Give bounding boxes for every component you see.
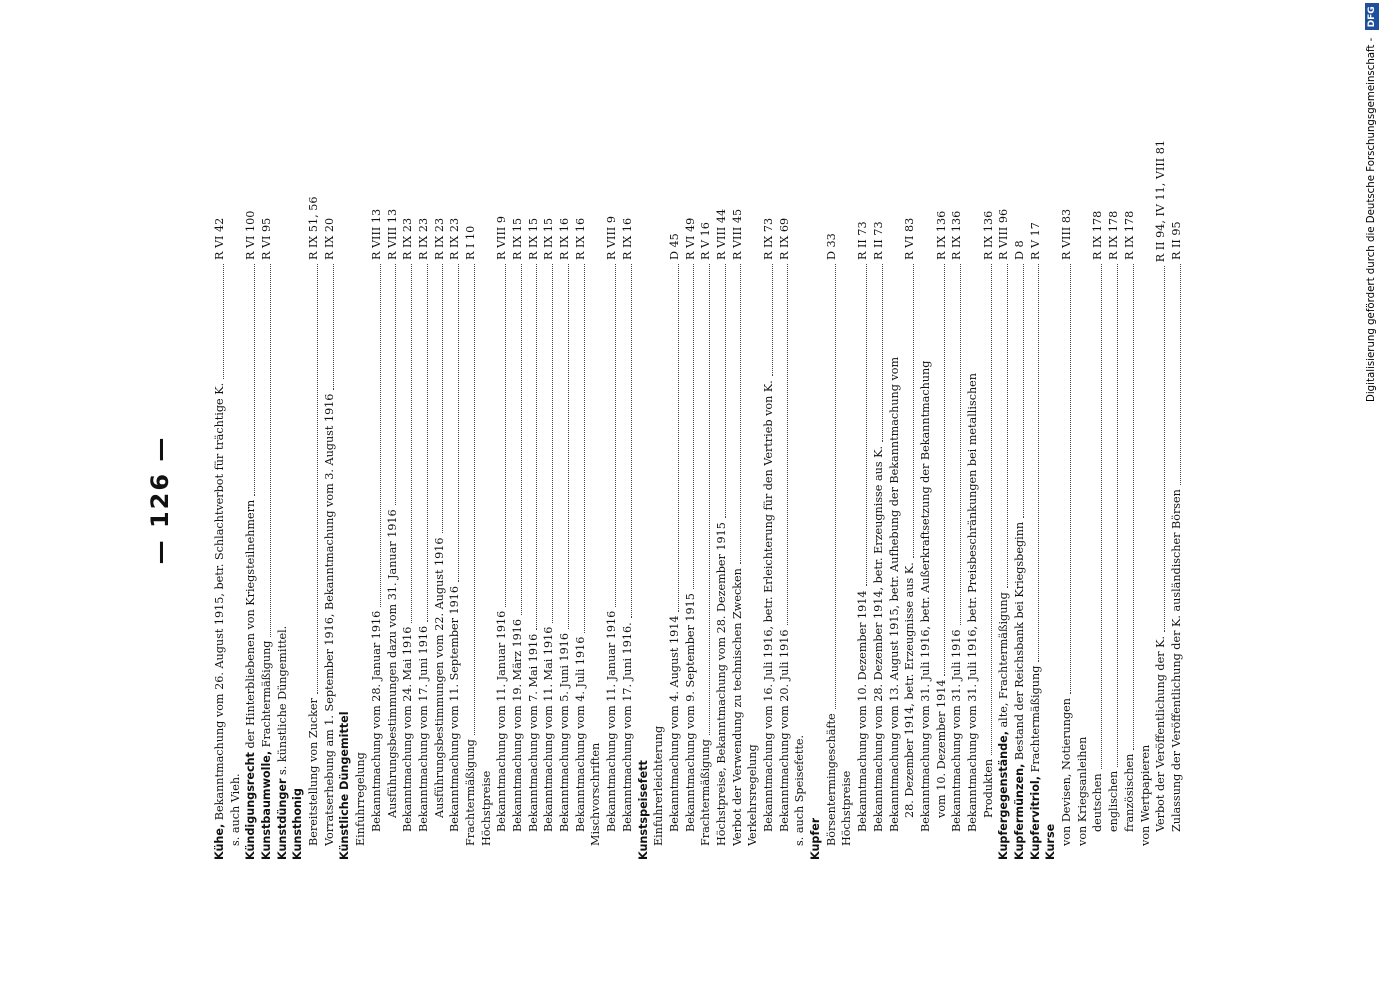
index-entry <box>949 140 965 860</box>
dot-leader <box>317 264 318 694</box>
index-entry <box>589 140 605 860</box>
entry-text <box>808 818 824 860</box>
index-entry <box>667 140 683 860</box>
dot-leader <box>270 264 271 637</box>
index-entry <box>1012 140 1028 860</box>
entry-description: Höchstpreise <box>840 770 854 846</box>
entry-reference: R IX 23 <box>416 217 430 260</box>
index-entry <box>636 140 652 860</box>
index-entry <box>1075 140 1091 860</box>
dot-leader <box>772 264 773 376</box>
dot-leader <box>1038 264 1039 662</box>
entry-description: Bekanntmachung vom 26. August 1915, betr. Schlachtverbot für trächtige K. <box>212 382 226 824</box>
entry-reference: R VIII 9 <box>495 216 509 260</box>
index-entry <box>228 140 244 860</box>
entry-reference: R VI 95 <box>260 217 274 260</box>
entry-text <box>620 622 636 832</box>
entry-reference: R IX 136 <box>950 210 964 260</box>
index-entry <box>479 140 495 860</box>
entry-reference: R IX 73 <box>762 217 776 260</box>
entry-text <box>290 788 306 860</box>
dot-leader <box>254 264 255 496</box>
entry-text <box>369 611 385 832</box>
entry-reference: D 8 <box>1013 240 1027 260</box>
entry-text <box>965 373 981 832</box>
index-entry <box>777 140 793 860</box>
entry-keyword: Kurse <box>1044 823 1058 860</box>
index-entry <box>1122 140 1138 860</box>
entry-keyword: Kupfer <box>809 817 823 860</box>
index-entry <box>338 140 354 860</box>
entry-text <box>510 619 526 832</box>
index-entry <box>808 140 824 860</box>
entry-reference: R II 73 <box>856 221 870 260</box>
entry-text <box>636 760 652 860</box>
entry-text <box>683 593 699 832</box>
entry-text <box>1138 745 1154 846</box>
entry-reference: D 33 <box>824 233 838 260</box>
dot-leader <box>442 264 443 534</box>
entry-description: Ausführungsbestimmungen vom 22. August 1916 <box>432 537 446 818</box>
entry-reference: R IX 16 <box>558 217 572 260</box>
entry-text <box>541 627 557 832</box>
entry-text <box>1153 636 1169 832</box>
entry-text <box>1169 489 1185 832</box>
index-entry <box>1091 140 1107 860</box>
index-entry <box>526 140 542 860</box>
index-entry <box>1138 140 1154 860</box>
entry-description: Bekanntmachung vom 17. Juni 1916 <box>416 625 430 832</box>
dot-leader <box>678 264 679 612</box>
dot-leader <box>944 264 945 676</box>
entry-text <box>463 739 479 846</box>
index-entry <box>902 140 918 860</box>
entry-reference: R VIII 13 <box>385 208 399 260</box>
entry-keyword: Künstliche Düngemittel <box>338 711 352 860</box>
index-entry <box>290 140 306 860</box>
index-entry <box>510 140 526 860</box>
entry-description: Mischvorschriften <box>589 742 603 846</box>
dot-leader <box>835 264 836 709</box>
entry-description: Bekanntmachung vom 28. Dezember 1914, betr. Erzeugnisse aus K. <box>871 445 885 832</box>
entry-text <box>777 629 793 832</box>
dot-leader <box>913 264 914 558</box>
entry-text <box>479 771 495 846</box>
entry-description: Höchstpreise, Bekanntmachung vom 28. Dezember 1915 <box>714 522 728 846</box>
entry-reference: R VI 83 <box>903 217 917 260</box>
entry-text <box>1028 666 1044 860</box>
entry-description: Bekanntmachung vom 9. September 1915 <box>683 593 697 832</box>
entry-keyword: Kunstspeisefett <box>636 760 650 860</box>
index-entry <box>573 140 589 860</box>
index-page-rotated <box>130 140 1220 860</box>
dot-leader <box>427 264 428 622</box>
entry-text <box>212 383 228 860</box>
entry-text <box>243 500 259 860</box>
entry-reference: R IX 16 <box>620 217 634 260</box>
entry-reference: R VIII 13 <box>369 208 383 260</box>
entry-text <box>337 711 353 860</box>
entry-reference: R IX 23 <box>401 217 415 260</box>
entry-text <box>416 626 432 832</box>
entry-reference: R IX 15 <box>542 217 556 260</box>
entry-description: Frachtermäßigung <box>699 739 713 846</box>
entry-text <box>1012 522 1028 860</box>
entry-text <box>855 590 871 832</box>
dot-leader <box>584 264 585 633</box>
entry-text <box>432 538 448 819</box>
entry-keyword: Kunstdünger <box>275 778 289 860</box>
entry-description: Bekanntmachung vom 10. Dezember 1914 <box>856 590 870 832</box>
entry-reference: R VIII 45 <box>730 208 744 260</box>
entry-reference: R V 17 <box>1028 222 1042 260</box>
entry-reference: R IX 15 <box>511 217 525 260</box>
entry-text <box>604 611 620 832</box>
entry-text <box>1090 773 1106 832</box>
entry-description: Börsentermingeschäfte <box>824 713 838 846</box>
entry-description: Bekanntmachung vom 28. Januar 1916 <box>369 610 383 832</box>
index-entry <box>447 140 463 860</box>
index-entry <box>400 140 416 860</box>
entry-description: von Wertpapieren <box>1138 744 1152 846</box>
index-entries <box>212 140 1185 860</box>
index-entry <box>557 140 573 860</box>
entry-text <box>698 739 714 846</box>
index-entry <box>761 140 777 860</box>
entry-text <box>400 627 416 832</box>
index-entry <box>887 140 903 860</box>
entry-reference: R VI 49 <box>683 217 697 260</box>
entry-description: Vorratserhebung am 1. September 1916, Bekanntmachung vom 3. August 1916 <box>322 393 336 846</box>
entry-description: Bekanntmachung vom 7. Mai 1916 <box>526 633 540 832</box>
entry-description: französischen <box>1122 753 1136 832</box>
entry-description: Bekanntmachung vom 31. Juli 1916, betr. Außerkraftsetzung der Bekanntmachung <box>918 360 932 832</box>
entry-text <box>887 357 903 832</box>
entry-text <box>918 361 934 832</box>
entry-keyword: Kunstbaumwolle, <box>260 750 274 860</box>
index-entry <box>432 140 448 860</box>
entry-text <box>667 616 683 832</box>
entry-keyword: Kündigungsrecht <box>244 752 258 860</box>
dot-leader <box>380 264 381 607</box>
entry-text <box>1106 771 1122 832</box>
entry-reference: R IX 15 <box>526 217 540 260</box>
entry-description: deutschen <box>1091 773 1105 832</box>
index-entry <box>416 140 432 860</box>
entry-reference: R IX 23 <box>432 217 446 260</box>
entry-description: s. künstliche Düngemittel. <box>275 625 289 779</box>
index-entry <box>965 140 981 860</box>
entry-text <box>761 380 777 832</box>
entry-text <box>745 744 761 846</box>
entry-description: Bekanntmachung vom 31. Juli 1916 <box>950 629 964 832</box>
dot-leader <box>1070 264 1071 694</box>
entry-reference: R IX 136 <box>981 210 995 260</box>
index-entry <box>698 140 714 860</box>
dot-leader <box>960 264 961 625</box>
entry-reference: D 45 <box>667 233 681 260</box>
entry-description: Bekanntmachung vom 4. Juli 1916 <box>573 636 587 832</box>
entry-description: englischen <box>1107 770 1121 832</box>
dot-leader <box>521 264 522 615</box>
entry-text <box>275 626 291 860</box>
entry-text <box>228 773 244 846</box>
entry-description: Zulassung der Veröffentlichung der K. ausländischer Börsen <box>1169 489 1183 832</box>
dot-leader <box>552 264 553 623</box>
index-entry <box>871 140 887 860</box>
entry-text <box>824 713 840 846</box>
dot-leader <box>740 264 741 564</box>
entry-text <box>949 629 965 832</box>
dot-leader <box>709 264 710 735</box>
entry-reference: R V 16 <box>699 222 713 260</box>
entry-text <box>588 743 604 846</box>
index-entry <box>463 140 479 860</box>
index-entry <box>322 140 338 860</box>
dot-leader <box>1117 264 1118 767</box>
dot-leader <box>505 264 506 607</box>
entry-description: Bekanntmachung vom 5. Juni 1916 <box>558 632 572 832</box>
entry-text <box>447 586 463 832</box>
index-entry <box>1169 140 1185 860</box>
index-entry <box>212 140 228 860</box>
entry-description: Verbot der Verwendung zu technischen Zwecken <box>730 568 744 846</box>
index-entry <box>275 140 291 860</box>
index-entry <box>306 140 322 860</box>
dot-leader <box>615 264 616 607</box>
dot-leader <box>866 264 867 586</box>
entry-description: Frachtermäßigung <box>260 640 274 751</box>
index-entry <box>494 140 510 860</box>
entry-description: Bekanntmachung vom 11. Januar 1916 <box>495 610 509 832</box>
dot-leader <box>991 264 992 755</box>
dot-leader <box>1133 264 1134 750</box>
entry-reference: R VI 100 <box>244 210 258 260</box>
entry-description: Bekanntmachung vom 24. Mai 1916 <box>401 626 415 832</box>
entry-reference: R IX 136 <box>934 210 948 260</box>
dot-leader <box>474 264 475 735</box>
dot-leader <box>333 264 334 390</box>
entry-reference: R I 10 <box>463 225 477 260</box>
entry-description: Einfuhrerleichterung <box>652 725 666 846</box>
index-entry <box>981 140 997 860</box>
entry-description: Bekanntmachung vom 19. März 1916 <box>511 618 525 832</box>
dot-leader <box>1101 264 1102 769</box>
entry-text <box>557 633 573 832</box>
entry-reference: R IX 51, 56 <box>307 196 321 260</box>
digitization-credit <box>1362 6 1383 402</box>
entry-text <box>306 698 322 846</box>
index-entry <box>824 140 840 860</box>
dot-leader <box>411 264 412 623</box>
dot-leader <box>568 264 569 629</box>
entry-description: Bekanntmachung vom 11. Mai 1916 <box>542 626 556 832</box>
index-entry <box>918 140 934 860</box>
entry-reference: R IX 16 <box>573 217 587 260</box>
entry-keyword: Kupfergegenstände, <box>997 731 1011 860</box>
index-entry <box>996 140 1012 860</box>
entry-text <box>902 562 918 818</box>
dot-leader <box>693 264 694 589</box>
entry-description: Bekanntmachung vom 17. Juni 1916. <box>620 622 634 832</box>
entry-text <box>385 509 401 818</box>
dot-leader <box>1007 264 1008 588</box>
page-number: — 126 — <box>146 435 174 565</box>
entry-description: Höchstpreise <box>479 770 493 846</box>
entry-text <box>322 394 338 846</box>
index-entry <box>604 140 620 860</box>
index-entry <box>1106 140 1122 860</box>
entry-reference: R VIII 96 <box>997 208 1011 260</box>
index-entry <box>1153 140 1169 860</box>
entry-description: Bestand der Reichsbank bei Kriegsbeginn <box>1013 521 1027 764</box>
entry-description: Bereitstellung von Zucker <box>307 698 321 846</box>
entry-description: Frachtermäßigung <box>1028 665 1042 776</box>
index-entry <box>651 140 667 860</box>
entry-text <box>792 735 808 846</box>
entry-description: der Hinterbliebenen von Kriegsteilnehmern <box>244 499 258 753</box>
entry-reference: R VIII 83 <box>1060 208 1074 260</box>
entry-keyword: Kühe, <box>212 823 226 860</box>
entry-description: Bekanntmachung vom 11. September 1916 <box>448 586 462 832</box>
entry-description: Bekanntmachung vom 16. Juli 1916, betr. Erleichterung für den Vertrieb von K. <box>762 380 776 832</box>
entry-text <box>871 446 887 832</box>
index-entry <box>840 140 856 860</box>
entry-text <box>714 522 730 846</box>
dot-leader <box>1023 264 1024 518</box>
index-entry <box>259 140 275 860</box>
index-entry <box>745 140 761 860</box>
index-entry <box>730 140 746 860</box>
entry-text <box>1122 754 1138 832</box>
index-entry <box>620 140 636 860</box>
entry-description: Verbot der Veröffentlichung der K. <box>1154 635 1168 832</box>
index-entry <box>683 140 699 860</box>
entry-reference: R IX 178 <box>1122 210 1136 260</box>
dot-leader <box>1164 266 1165 632</box>
entry-reference: R VI 42 <box>212 217 226 260</box>
entry-reference: R II 73 <box>871 221 885 260</box>
dot-leader <box>536 264 537 630</box>
index-entry <box>1043 140 1059 860</box>
entry-reference: R IX 178 <box>1107 210 1121 260</box>
index-entry <box>353 140 369 860</box>
entry-description: Bekanntmachung vom 11. Januar 1916 <box>605 610 619 832</box>
dot-leader <box>223 264 224 379</box>
entry-text <box>981 759 997 818</box>
entry-reference: R VIII 44 <box>714 208 728 260</box>
entry-description: Bekanntmachung vom 13. August 1915, betr. Aufhebung der Bekanntmachung vom <box>887 356 901 832</box>
entry-text <box>996 592 1012 860</box>
entry-text <box>934 680 950 818</box>
entry-description: Bekanntmachung vom 31. Juli 1916, betr. Preisbeschränkungen bei metallischen <box>965 373 979 832</box>
entry-description: alte, Frachtermäßigung <box>997 592 1011 732</box>
entry-text <box>353 752 369 846</box>
entry-reference: R IX 69 <box>777 217 791 260</box>
entry-description: Produkten <box>981 758 995 818</box>
entry-text <box>651 726 667 846</box>
index-entry <box>855 140 871 860</box>
entry-text <box>494 611 510 832</box>
dot-leader <box>1180 264 1181 485</box>
dot-leader <box>787 264 788 625</box>
entry-description: Bekanntmachung vom 4. August 1914 <box>667 615 681 832</box>
entry-description: vom 10. Dezember 1914 <box>934 679 948 818</box>
entry-text <box>839 771 855 846</box>
index-entry <box>541 140 557 860</box>
entry-description: Bekanntmachung vom 20. Juli 1916 <box>777 629 791 832</box>
entry-text <box>1075 737 1091 846</box>
entry-text <box>1043 824 1059 860</box>
entry-text <box>259 641 275 860</box>
credit-text: Digitalisierung gefördert durch die Deutsche Forschungsgemeinschaft - <box>1366 37 1377 402</box>
entry-reference: R II 95 <box>1169 221 1183 260</box>
entry-reference: R II 94, IV 11, VIII 81 <box>1154 140 1168 263</box>
entry-description: Verkehrsregelung <box>746 744 760 846</box>
dot-leader <box>395 264 396 505</box>
entry-description: Frachtermäßigung <box>463 739 477 846</box>
entry-description: 28. Dezember 1914, betr. Erzeugnisse aus K. <box>903 562 917 818</box>
entry-description: s. auch Speisefette. <box>793 734 807 846</box>
dot-leader <box>458 264 459 582</box>
entry-description: von Kriegsanleihen <box>1075 736 1089 846</box>
entry-text <box>526 634 542 832</box>
dot-leader <box>631 264 632 618</box>
entry-description: von Devisen, Notierungen <box>1060 698 1074 846</box>
entry-text <box>730 568 746 846</box>
index-entry <box>934 140 950 860</box>
dfg-logo: DFG <box>1365 3 1379 30</box>
dot-leader <box>725 264 726 518</box>
index-entry <box>792 140 808 860</box>
entry-reference: R IX 23 <box>448 217 462 260</box>
entry-keyword: Kunsthonig <box>291 788 305 860</box>
entry-reference: R VIII 9 <box>605 216 619 260</box>
entry-keyword: Kupfermünzen, <box>1013 763 1027 860</box>
index-entry <box>714 140 730 860</box>
entry-reference: R IX 178 <box>1091 210 1105 260</box>
entry-reference: R IX 20 <box>322 217 336 260</box>
entry-description: s. auch Vieh. <box>228 773 242 846</box>
index-entry <box>243 140 259 860</box>
entry-description: Ausführungsbestimmungen dazu vom 31. Januar 1916 <box>385 509 399 818</box>
dot-leader <box>882 264 883 442</box>
index-entry <box>1059 140 1075 860</box>
entry-keyword: Kupfervitriol, <box>1028 775 1042 860</box>
index-entry <box>1028 140 1044 860</box>
entry-description: Einfuhrregelung <box>354 752 368 846</box>
index-entry <box>369 140 385 860</box>
index-entry <box>385 140 401 860</box>
entry-text <box>573 637 589 832</box>
entry-text <box>1059 698 1075 846</box>
